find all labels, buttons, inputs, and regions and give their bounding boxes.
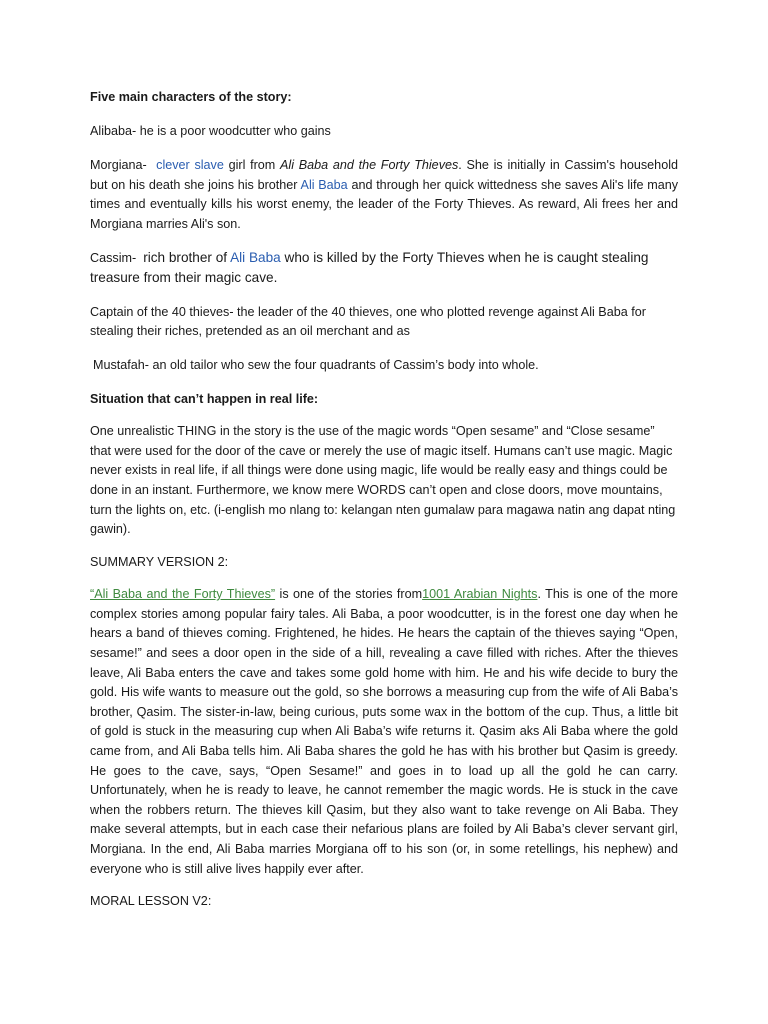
document-body [90,88,678,925]
situation-heading: Situation that can’t happen in real life: [90,391,319,406]
mustafah-description: Mustafah- an old tailor who sew the four quadrants of Cassim’s body into whole. [93,357,539,372]
summary-text-1: is one of the stories from [275,587,423,602]
morgiana-text-3: and through her quick wittedness she saves Ali's life many times and eventually kills his worst enemy, the leader of the Forty Thieves. As reward, Ali frees her and Morgiana marries Ali's son. [90,177,678,231]
morgiana-prefix: Morgiana- [90,158,147,173]
cassim-description [90,248,678,289]
cassim-text-1: rich brother of [143,249,231,265]
moral-heading: MORAL LESSON V2: [90,894,212,909]
summary-paragraph [90,585,678,879]
summary-text-2: . This is one of the more complex stories among popular fairy tales. Ali Baba, a poor woodcutter, is in the forest one day when he hears a band of thieves coming. Frightened, he hides. He hears the captain of the thieves saying “Open, sesame!” and sees a door open in the side of a hill, revealing a cave filled with riches. After the thieves leave, Ali Baba enters the cave and takes some gold home with him. He and his wife decide to bury the gold. His wife wants to measure out the gold, so she borrows a measuring cup from the wife of Ali Baba’s brother, Qasim. The sister-in-law, being curious, puts some wax in the bottom of the cup. Thus, a little bit of gold is stuck in the measuring cup when Ali Baba’s wife returns it. Qasim aks Ali Baba where the gold came from, and Ali Baba tells him. Ali Baba shares the gold he has with his brother but Qasim is greedy. He goes to the cave, says, “Open Sesame!” and goes in to load up all the gold he can carry. Unfortunately, when he is ready to leave, he cannot remember the magic words. He is stuck in the cave when the robbers return. The thieves kill Qasim, but they also want to take revenge on Ali Baba. They make several attempts, but in each case their nefarious plans are foiled by Ali Baba’s clever servant girl, Morgiana. In the end, Ali Baba marries Morgiana off to his son (or, in some retellings, his nephew) and everyone who is still alive lives happily ever after. [90,587,678,876]
cassim-prefix: Cassim- [90,250,137,265]
cassim-text-2: who is killed by the Forty Thieves when he is caught stealing treasure from their magic cave. [90,249,649,286]
ali-baba-link-2[interactable]: Ali Baba [230,249,281,265]
morgiana-text-1: girl from [223,158,280,173]
captain-description: Captain of the 40 thieves- the leader of the 40 thieves, one who plotted revenge against Ali Baba for stealing their riches, pretended as an oil merchant and as [90,304,646,339]
ali-baba-link[interactable]: Ali Baba [300,177,348,192]
clever-slave-link[interactable]: clever slave [156,158,224,173]
morgiana-description [90,156,678,234]
unrealistic-paragraph: One unrealistic THING in the story is the use of the magic words “Open sesame” and “Close sesame” that were used for the door of the cave or merely the use of magic itself. Humans can’t use magic. Magic never exists in real life, if all things were done using magic, life would be really easy and things could be done in an instant. Furthermore, we know mere WORDS can’t open and close doors, move mountains, turn the lights on, etc. (i-english mo nlang to: kelangan nten gumalaw para magawa natin ang dapat nting gawin). [90,424,676,537]
morgiana-text-2: . She is initially in Cassim's household but on his death she joins his brother [90,158,678,192]
story-title-link[interactable]: “Ali Baba and the Forty Thieves” [90,587,276,602]
arabian-nights-link[interactable]: 1001 Arabian Nights [422,587,538,602]
alibaba-description: Alibaba- he is a poor woodcutter who gains [90,123,331,138]
summary-heading: SUMMARY VERSION 2: [90,554,229,569]
characters-heading: Five main characters of the story: [90,90,292,104]
story-title: Ali Baba and the Forty Thieves [280,158,459,173]
